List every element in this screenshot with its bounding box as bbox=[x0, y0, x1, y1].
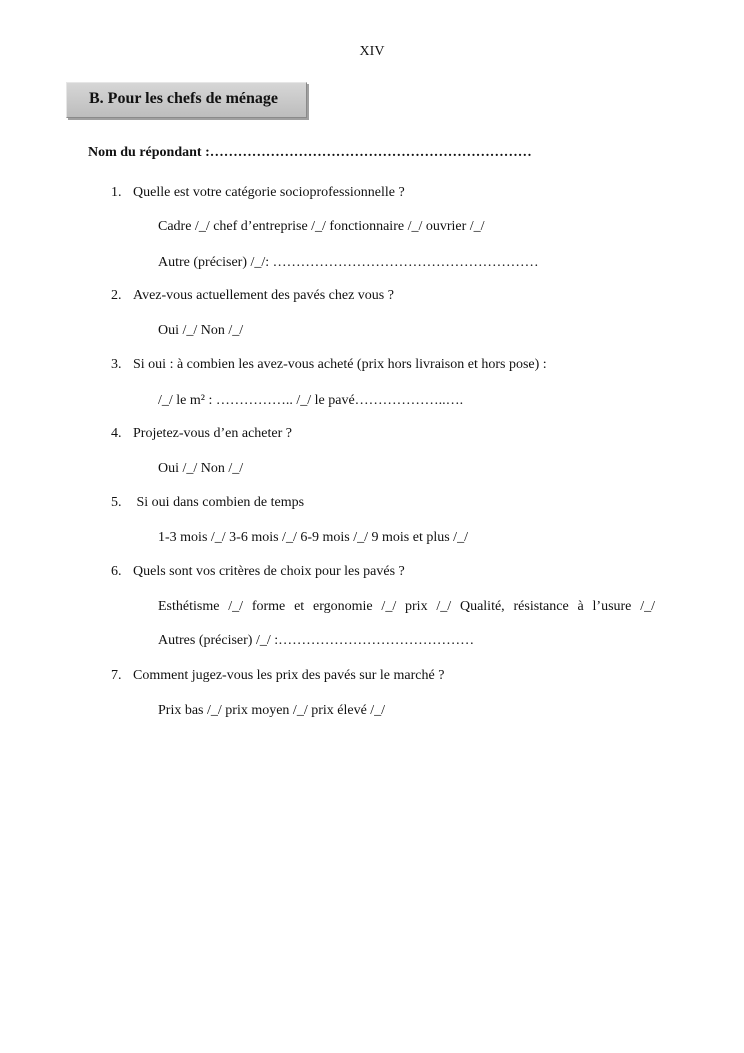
question-number: 1. bbox=[111, 185, 122, 200]
question-1-options-main: Cadre /_/ chef d’entreprise /_/ fonctionnaire /_/ ouvrier /_/ bbox=[158, 219, 485, 234]
question-text: Quels sont vos critères de choix pour les pavés ? bbox=[133, 564, 405, 579]
question-5-options: 1-3 mois /_/ 3-6 mois /_/ 6-9 mois /_/ 9 mois et plus /_/ bbox=[158, 530, 468, 545]
respondent-name-label: Nom du répondant :…………………………………………………………… bbox=[88, 145, 532, 160]
question-number: 6. bbox=[111, 564, 122, 579]
question-4-options: Oui /_/ Non /_/ bbox=[158, 461, 244, 476]
question-3 bbox=[111, 357, 547, 373]
section-title: B. Pour les chefs de ménage bbox=[89, 90, 279, 107]
question-5 bbox=[111, 495, 304, 511]
question-7 bbox=[111, 668, 444, 684]
question-3-options: /_/ le m² : …………….. /_/ le pavé………………..…. bbox=[158, 393, 464, 408]
question-text: Avez-vous actuellement des pavés chez vous ? bbox=[133, 288, 394, 303]
question-7-options: Prix bas /_/ prix moyen /_/ prix élevé /_/ bbox=[158, 703, 386, 718]
question-1-options-other: Autre (préciser) /_/: ………………………………………………… bbox=[158, 255, 539, 270]
question-6-options-main: Esthétisme /_/ forme et ergonomie /_/ prix /_/ Qualité, résistance à l’usure /_/ bbox=[158, 599, 655, 614]
section-header bbox=[66, 82, 307, 118]
question-number: 5. bbox=[111, 495, 122, 510]
question-4 bbox=[111, 426, 292, 442]
question-6-options-other: Autres (préciser) /_/ :…………………………………… bbox=[158, 633, 475, 648]
question-number: 4. bbox=[111, 426, 122, 441]
question-1 bbox=[111, 185, 405, 201]
question-text: Si oui : à combien les avez-vous acheté (prix hors livraison et hors pose) : bbox=[133, 357, 547, 372]
question-number: 2. bbox=[111, 288, 122, 303]
question-text: Projetez-vous d’en acheter ? bbox=[133, 426, 292, 441]
question-text: Quelle est votre catégorie socioprofessionnelle ? bbox=[133, 185, 405, 200]
question-text: Comment jugez-vous les prix des pavés sur le marché ? bbox=[133, 668, 445, 683]
question-text: Si oui dans combien de temps bbox=[133, 495, 305, 510]
question-2-options: Oui /_/ Non /_/ bbox=[158, 323, 244, 338]
page-number: XIV bbox=[359, 44, 385, 59]
question-number: 7. bbox=[111, 668, 122, 683]
question-number: 3. bbox=[111, 357, 122, 372]
question-2 bbox=[111, 288, 394, 304]
question-6 bbox=[111, 564, 405, 580]
